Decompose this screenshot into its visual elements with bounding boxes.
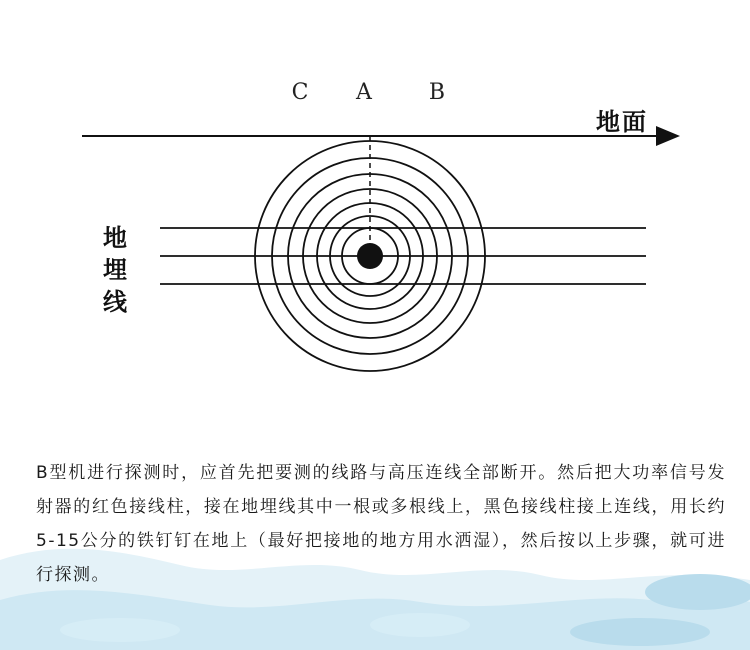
wave-blob <box>60 618 180 642</box>
description-text: B型机进行探测时，应首先把要测的线路与高压连线全部断开。然后把大功率信号发射器的红色接线柱，接在地埋线其中一根或多根线上，黑色接线柱接上连线，用长约5-15公分的铁钉钉在地上（最好把接地的地方用水洒湿），然后按以上步骤，就可进行探测。 <box>36 463 726 585</box>
ground-label: 地面 <box>596 108 648 136</box>
wave-blob <box>570 618 710 646</box>
position-label-b: B <box>428 80 446 105</box>
buried-cable-label-char: 地 <box>103 224 127 252</box>
buried-cable-core <box>357 243 383 269</box>
wave-blob <box>370 613 470 637</box>
buried-cable-label-char: 埋 <box>103 256 127 284</box>
buried-cable-label <box>100 222 130 318</box>
position-label-c: C <box>291 80 309 105</box>
buried-cable-label-char: 线 <box>103 288 127 316</box>
position-label-a: A <box>356 80 372 105</box>
